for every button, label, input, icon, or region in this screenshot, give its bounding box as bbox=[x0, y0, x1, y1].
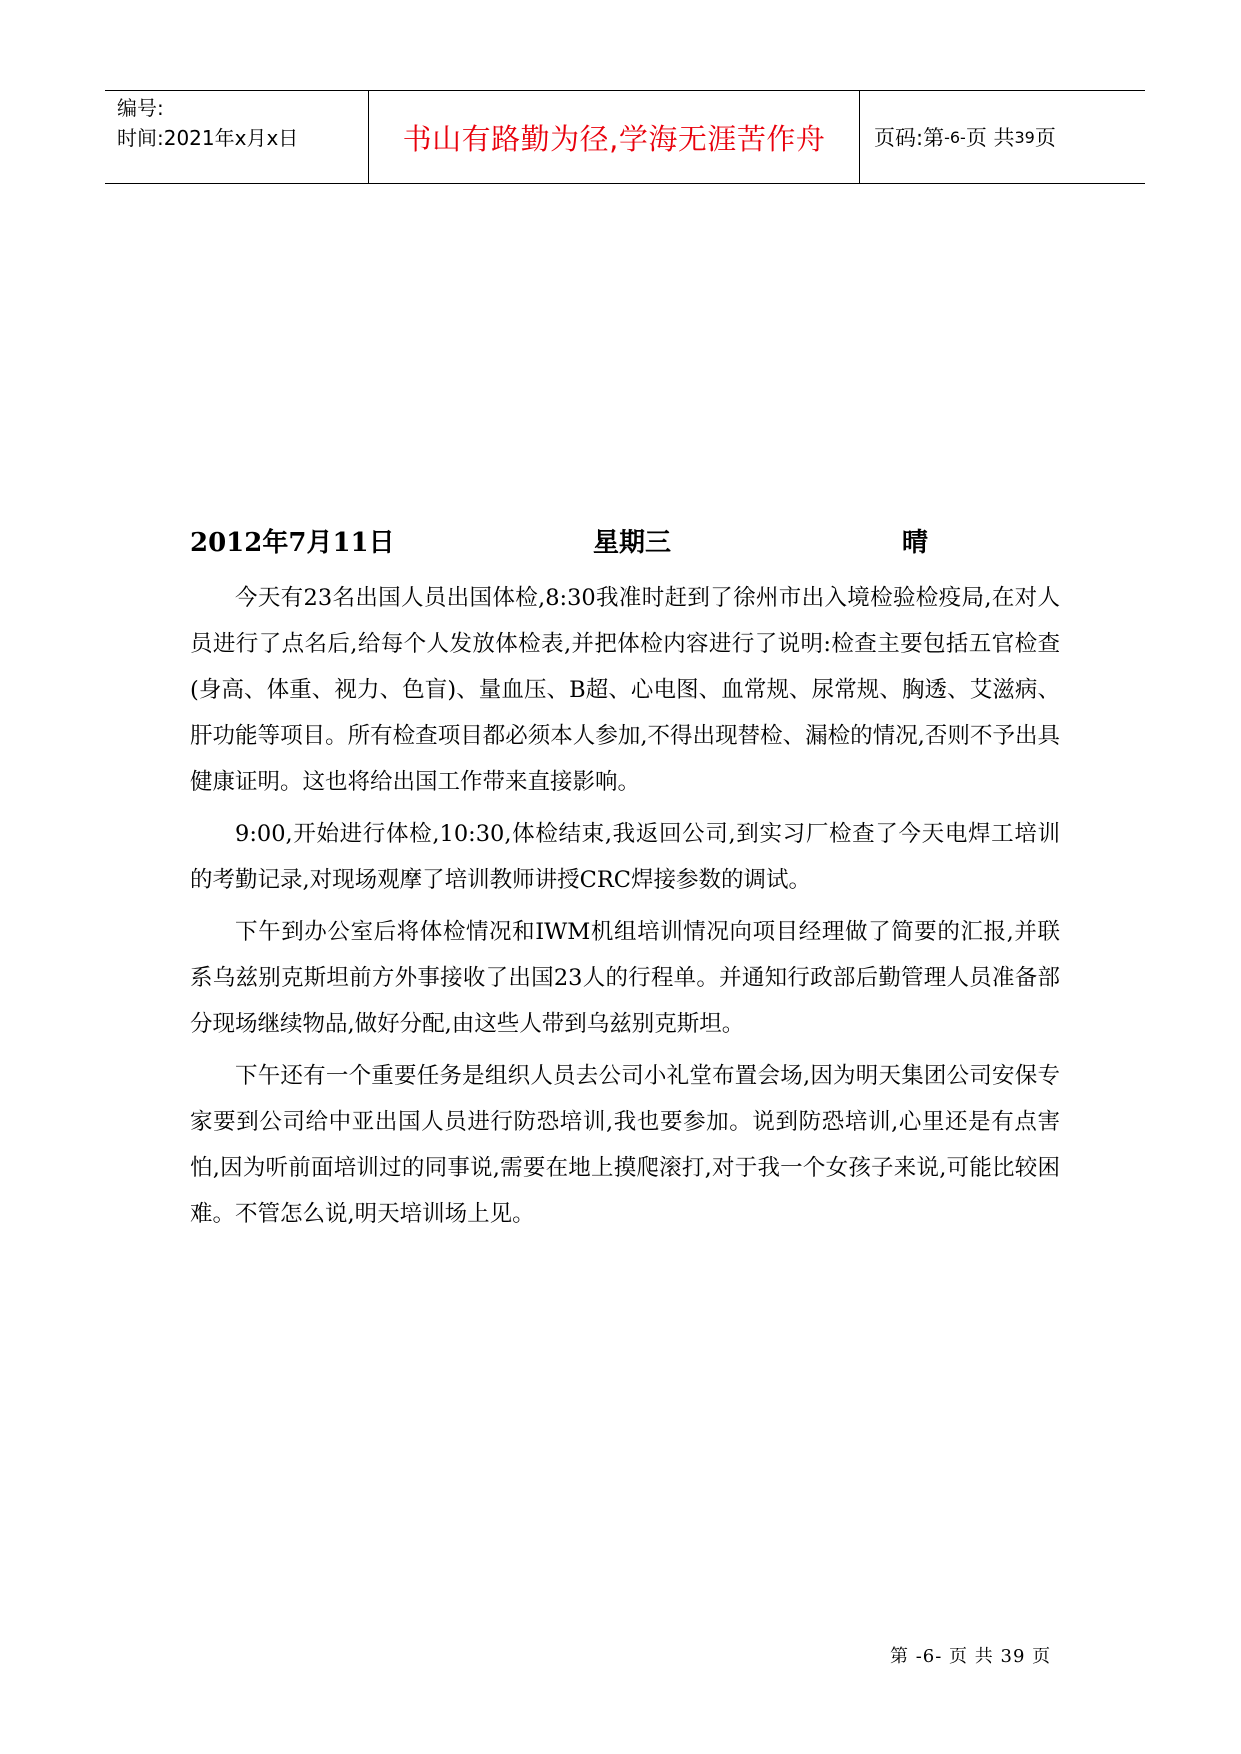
page-prefix: 页码:第 bbox=[874, 126, 945, 150]
page-total: 39 bbox=[1014, 127, 1035, 147]
time-label: 时间:2021年x月x日 bbox=[117, 126, 299, 150]
page-suffix: 页 bbox=[1034, 126, 1056, 150]
entry-weather: 晴 bbox=[902, 528, 929, 558]
motto: 书山有路勤为径,学海无涯苦作舟 bbox=[369, 91, 860, 183]
header-meta bbox=[105, 91, 369, 183]
paragraph: 下午到办公室后将体检情况和IWM机组培训情况向项目经理做了简要的汇报,并联系乌兹别克斯坦前方外事接收了出国23人的行程单。并通知行政部后勤管理人员准备部分现场继续物品,做好分配,由这些人带到乌兹别克斯坦。 bbox=[190, 919, 1060, 1037]
header-page-info bbox=[860, 91, 1145, 183]
number-label: 编号: bbox=[117, 96, 164, 120]
entry-title bbox=[190, 522, 970, 562]
page-number: -6- bbox=[944, 127, 966, 147]
entry-body bbox=[190, 575, 1060, 1243]
entry-date: 2012年7月11日 bbox=[190, 528, 395, 558]
paragraph: 今天有23名出国人员出国体检,8:30我准时赶到了徐州市出入境检验检疫局,在对人员进行了点名后,给每个人发放体检表,并把体检内容进行了说明:检查主要包括五官检查(身高、体重、视力、色盲)、量血压、B超、心电图、血常规、尿常规、胸透、艾滋病、肝功能等项目。所有检查项目都必须本人参加,不得出现替检、漏检的情况,否则不予出具健康证明。这也将给出国工作带来直接影响。 bbox=[190, 585, 1060, 795]
paragraph: 9:00,开始进行体检,10:30,体检结束,我返回公司,到实习厂检查了今天电焊工培训的考勤记录,对现场观摩了培训教师讲授CRC焊接参数的调试。 bbox=[190, 821, 1060, 893]
document-header bbox=[105, 90, 1145, 184]
page-mid: 页 共 bbox=[965, 126, 1015, 150]
entry-weekday: 星期三 bbox=[593, 528, 672, 558]
page-footer: 第 -6- 页 共 39 页 bbox=[890, 1646, 1052, 1667]
paragraph: 下午还有一个重要任务是组织人员去公司小礼堂布置会场,因为明天集团公司安保专家要到公司给中亚出国人员进行防恐培训,我也要参加。说到防恐培训,心里还是有点害怕,因为听前面培训过的同事说,需要在地上摸爬滚打,对于我一个女孩子来说,可能比较困难。不管怎么说,明天培训场上见。 bbox=[190, 1063, 1060, 1227]
